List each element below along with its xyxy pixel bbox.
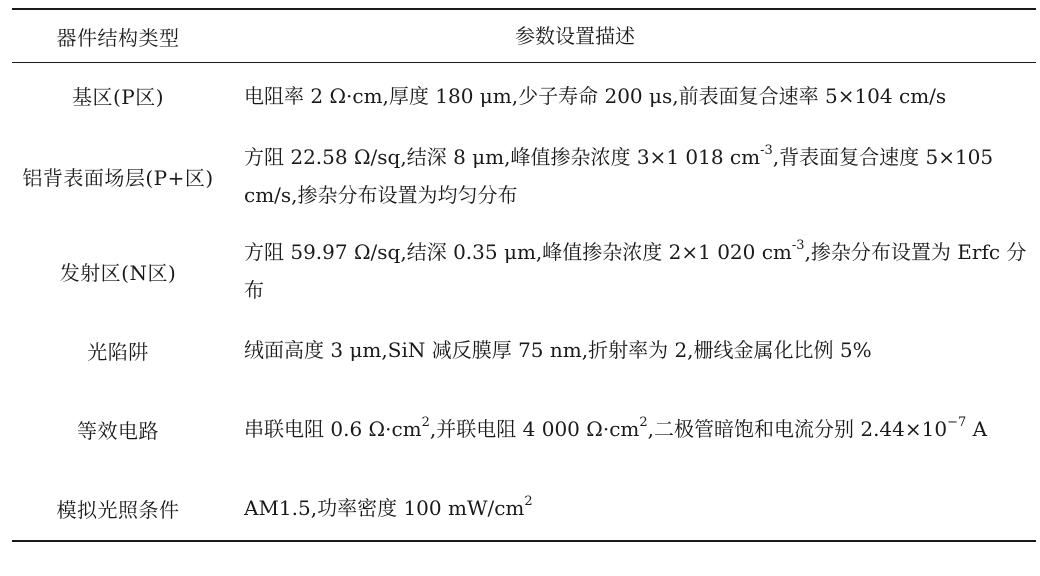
superscript: -3	[760, 143, 773, 159]
desc-text: 绒面高度 3 μm,SiN 减反膜厚 75 nm,折射率为 2,栅线金属化比例 5%	[244, 338, 872, 362]
desc-text: ,并联电阻 4 000 Ω·cm	[429, 417, 640, 441]
row-desc	[224, 318, 1036, 382]
header-desc: 参数设置描述	[515, 24, 635, 48]
row-type: 铝背表面场层(P+区)	[22, 165, 214, 190]
table-row	[12, 63, 1036, 128]
table-row	[12, 382, 1036, 476]
desc-text: A	[966, 417, 988, 441]
table-row	[12, 224, 1036, 318]
desc-text: 方阻 22.58 Ω/sq,结深 8 μm,峰值掺杂浓度 3×1 018 cm	[244, 145, 761, 169]
table-row	[12, 128, 1036, 224]
desc-text: 串联电阻 0.6 Ω·cm	[244, 417, 422, 441]
row-type: 等效电路	[77, 418, 159, 443]
superscript: 2	[421, 415, 430, 431]
superscript: -3	[791, 238, 805, 254]
desc-text: ,二极管暗饱和电流分别 2.44×10	[647, 417, 948, 441]
row-desc	[224, 224, 1036, 318]
row-desc	[224, 128, 1036, 224]
table-row	[12, 476, 1036, 540]
table-header-row	[12, 10, 1036, 63]
row-type: 基区(P区)	[71, 85, 165, 109]
row-desc	[224, 476, 1036, 540]
table-row	[12, 318, 1036, 382]
header-type: 器件结构类型	[56, 25, 180, 50]
desc-text: 方阻 59.97 Ω/sq,结深 0.35 μm,峰值掺杂浓度 2×1 020 cm	[244, 240, 792, 264]
superscript: 2	[639, 415, 648, 431]
superscript: −7	[947, 415, 967, 431]
desc-text: AM1.5,功率密度 100 mW/cm	[244, 496, 525, 520]
desc-text: 电阻率 2 Ω·cm,厚度 180 μm,少子寿命 200 μs,前表面复合速率 5×104 cm/s	[244, 83, 947, 108]
row-type: 光陷阱	[87, 339, 149, 364]
row-type: 发射区(N区)	[59, 260, 177, 285]
parameter-table	[12, 8, 1036, 542]
superscript: 2	[524, 494, 533, 510]
row-type: 模拟光照条件	[56, 497, 180, 522]
row-desc	[224, 382, 1036, 476]
row-desc	[224, 63, 1036, 128]
desc-text: ,掺杂分布设置为 Erfc 分布	[244, 240, 1027, 302]
desc-text: ,背表面复合速度 5×105 cm/s,掺杂分布设置为均匀分布	[244, 145, 994, 207]
